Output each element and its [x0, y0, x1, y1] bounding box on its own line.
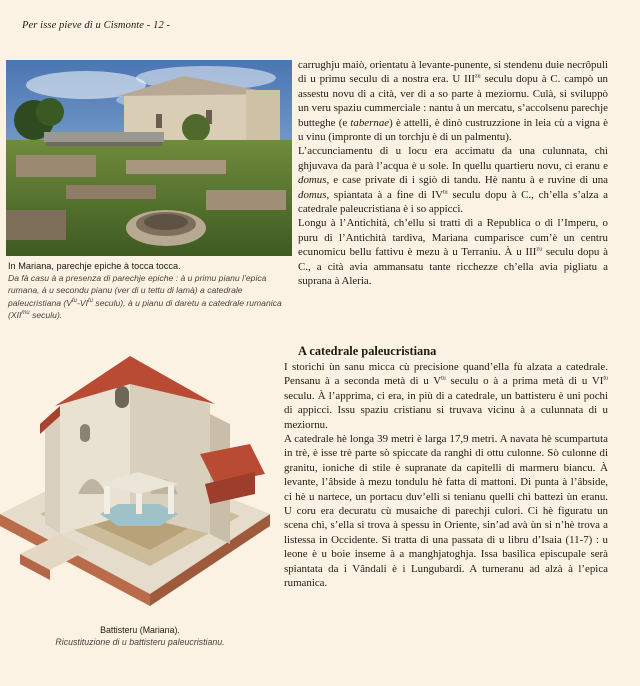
photo-caption-body: Da fà casu à a presenza di parechje epiche : à u primu pianu l’epica rumana, à u secondu pianu (ver di u tettu di lamà) a catedrale paleucristiana ($V^{tu}-VI^{tu}$ seculu), à u pianu di daretu a catedrale rumanica ($XII^{mu}$ seculu).	[8, 273, 282, 320]
illustration-caption	[10, 624, 270, 648]
article-paragraph-1: carrughju maiò, orientatu à levante-punente, si stendenu duie necrôpuli di u primu seculu di a nostra era. U $III^{zu}$ seculu dopu à C. campò un assestu novu di a cità, ver di a so parte à meziornu. Culà, si sviluppò un veru spaziu cummerciale : nantu à un mercatu, s’accolsenu parechje butteghe (e tabernae) è attelli, è dinò custruzzione in leia cù a vigna è u vinu (impronte di un torchju è di un palmentu).	[298, 59, 608, 144]
mariana-ruins-photo	[6, 60, 292, 256]
illustration-caption-subtitle: Ricustituzione di u battisteru paleucristianu.	[55, 637, 225, 647]
article-paragraph-2: L’accunciamentu di u locu era accimatu da una culunnata, chì ghjuvava da parà l’acqua è u sole. In quellu quartieru novu, ci eranu e domus, e case private di i sgiò di tandu. Hè nantu à e ruvine di una domus, spiantata à a fine di $IV^{tu}$ seculu dopu à C., ch’ella s’alza a catedrale paleucristiana è i so appicci.	[298, 145, 609, 216]
section-paragraph-2: A catedrale hè longa 39 metri è larga 17,9 metri. A navata hè scumpartuta in trè, è isse trè parte sò spiccate da ranghi di ottu culonne. Sò culonne di granitu, ioniche di stile è supranate da capitelli di marmeru biancu. À levante, l’âbside à mezu tondulu hè fatta di mattoni. Di punta à l’âbside, ci hè u nartece, un portacu duv’elli si tenianu quelli chì battezi ùn eranu. U coru era decuratu cù musaiche di parechji culori. Ci hè figuratu un scena chì, s’ella si trova à spessu in Oriente, sin’ad avà ùn si n’hè trova a listessa in Occidente. Si tratta di una passata di u libru d’Isaia (11-7) : u leone è u boie inseme à a manghjatoghja. Issa basilica episcupale serà spiantata da i Vândali è i Lungubardi. A turneranu ad alzà à l’epica rumanica.	[284, 433, 608, 590]
section-paragraph-1: I storichi ùn sanu micca cù precisione quand’ella fù alzata a catedrale. Pensanu à a seconda metà di u $V^{tu}$ seculu o à a prima metà di u $VI^{tu}$ seculu. À l’apprima, ci era, in più di a catedrale, un battisteru è uni pochi di appicci. Issu spaziu cristianu si truvava vicinu à a culunnata di u meziornu.	[284, 361, 608, 431]
article-paragraph-3: Longu à l’Antichità, ch’ellu si tratti di a Republica o di l’Imperu, o puru di l’Antichità tardiva, Mariana cumparisce cum’è un centru ecunomicu bellu fattivu è mezu à u Terraniu. À u $III^{zu}$ seculu dopu à C., a cità avia ammansatu tante ricchezze ch’ella avia pigliatu a suprana à Aleria.	[298, 217, 608, 288]
article-text	[298, 58, 608, 289]
illustration-caption-title: Battisteru (Mariana).	[100, 625, 180, 635]
photo-caption	[8, 260, 294, 321]
section-heading: A catedrale paleucristiana	[298, 344, 437, 358]
photo-caption-title: In Mariana, parechje epiche à tocca tocca.	[8, 261, 181, 271]
running-header: Per isse pieve di u Cismonte - 12 -	[22, 20, 171, 31]
baptistery-illustration	[0, 344, 276, 620]
section-text	[284, 360, 608, 591]
